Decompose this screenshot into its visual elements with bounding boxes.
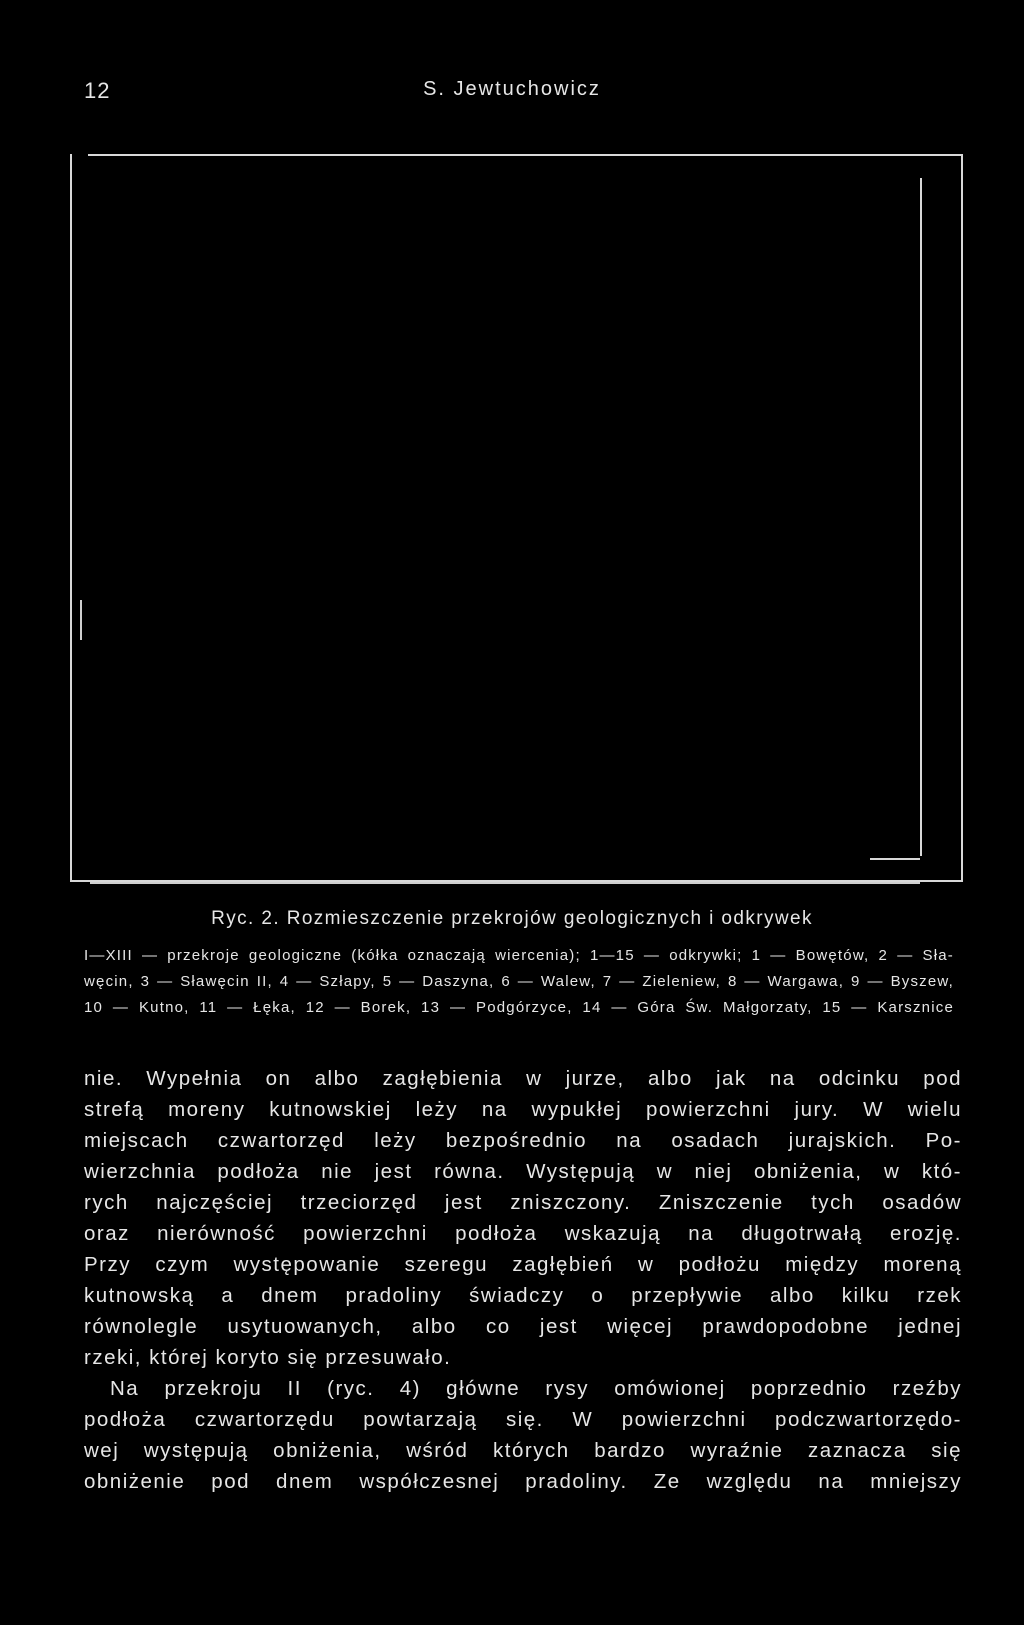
- figure-frame: [70, 154, 963, 882]
- figure-caption-title: Ryc. 2. Rozmieszczenie przekrojów geologicznych i odkrywek: [211, 908, 813, 929]
- page-number: 12: [84, 78, 111, 103]
- body-line: miejscach czwartorzęd leży bezpośrednio na osadach jurajskich. Po-: [84, 1129, 962, 1152]
- body-line: wej występują obniżenia, wśród których bardzo wyraźnie zaznacza się: [84, 1439, 962, 1462]
- body-line: wierzchnia podłoża nie jest równa. Występują w niej obniżenia, w któ-: [84, 1160, 962, 1183]
- body-line: rych najczęściej trzeciorzęd jest zniszczony. Zniszczenie tych osadów: [84, 1191, 962, 1214]
- body-line: kutnowską a dnem pradoliny świadczy o przepływie albo kilku rzek: [84, 1284, 962, 1307]
- running-head: [0, 78, 1024, 108]
- body-line: równolegle usytuowanych, albo co jest więcej prawdopodobne jednej: [84, 1315, 962, 1338]
- legend-line: I—XIII — przekroje geologiczne (kółka oznaczają wiercenia); 1—15 — odkrywki; 1 — Bowętów, 2 — Sła-: [84, 947, 954, 964]
- figure-tick-mark: [870, 858, 920, 860]
- body-line: Na przekroju II (ryc. 4) główne rysy omówionej poprzednio rzeźby: [110, 1377, 962, 1400]
- legend-line: węcin, 3 — Sławęcin II, 4 — Szłapy, 5 — Daszyna, 6 — Walew, 7 — Zieleniew, 8 — Wargawa, 9 — Byszew,: [84, 973, 954, 990]
- body-line: Przy czym występowanie szeregu zagłębień w podłożu między moreną: [84, 1253, 962, 1276]
- body-line: strefą moreny kutnowskiej leży na wypukłej powierzchni jury. W wielu: [84, 1098, 962, 1121]
- figure-legend: [84, 943, 954, 1021]
- running-head-author: S. Jewtuchowicz: [423, 78, 601, 100]
- legend-line: 10 — Kutno, 11 — Łęka, 12 — Borek, 13 — Podgórzyce, 14 — Góra Św. Małgorzaty, 15 — Karsznice: [84, 999, 954, 1016]
- figure-inner-bottom-line: [90, 882, 920, 884]
- body-line: obniżenie pod dnem współczesnej pradoliny. Ze względu na mniejszy: [84, 1470, 962, 1493]
- body-line: podłoża czwartorzędu powtarzają się. W powierzchni podczwartorzędo-: [84, 1408, 962, 1431]
- figure-inner-left-mark: [80, 600, 82, 640]
- body-line: rzeki, której koryto się przesuwało.: [84, 1346, 452, 1369]
- figure-inner-right-line: [920, 178, 922, 856]
- body-line: oraz nierówność powierzchni podłoża wskazują na długotrwałą erozję.: [84, 1222, 962, 1245]
- body-line: nie. Wypełnia on albo zagłębienia w jurze, albo jak na odcinku pod: [84, 1067, 962, 1090]
- body-text: [84, 1063, 962, 1497]
